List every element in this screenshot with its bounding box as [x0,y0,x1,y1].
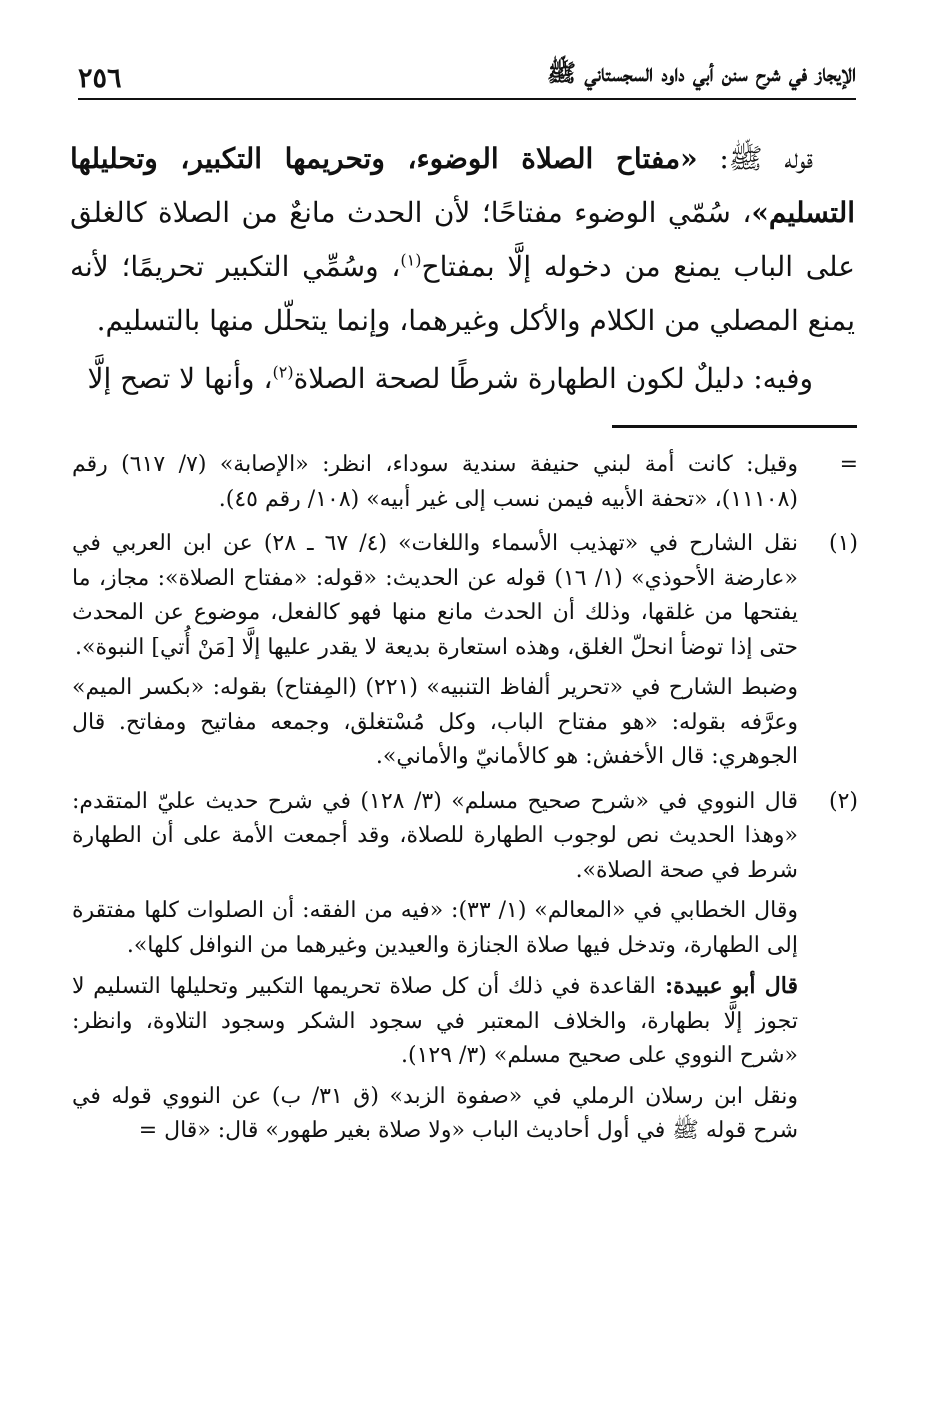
hadith-intro: قوله ﷺ: [697,142,813,175]
footnote-paragraph: وقيل: كانت أمة لبني حنيفة سندية سوداء، انظر: «الإصابة» (٧/ ٦١٧) رقم (١١١٠٨)، «تحفة الأبيه فيمن نسب إلى غير أبيه» (١٠٨/ رقم ٤٥). [72,452,798,512]
page-number: ٢٥٦ [78,63,122,94]
footnote-paragraph [72,969,798,1074]
editor-note: القاعدة في ذلك أن كل صلاة تحريمها التكبير وتحليلها التسليم لا تجوز إلَّا بطهارة، والخلاف المعتبر في سجود الشكر وسجود التلاوة، وانظر: «شرح النووي على صحيح مسلم» (٣/ ١٢٩). [72,974,798,1068]
footnote-paragraph: وضبط الشارح في «تحرير ألفاظ التنبيه» (٢٢١) (المِفتاح) بقوله: «بكسر الميم» وعرَّفه بقوله: «هو مفتاح الباب، وكل مُسْتغلق، وجمعه مفاتيح ومفاتح. قال الجوهري: قال الأخفش: هو كالأمانيّ والأماني». [72,675,798,769]
footnote-1 [72,527,858,781]
footnote-marker: = [839,452,858,477]
footnote-paragraph: ونقل ابن رسلان الرملي في «صفوة الزبد» (ق ٣١/ ب) عن النووي قوله في شرح قوله ﷺ في أول أحاديث الباب «ولا صلاة بغير طهور» قال: «قال = [72,1083,798,1143]
footnote-paragraph: قال النووي في «شرح صحيح مسلم» (٣/ ١٢٨) في شرح حديث عليّ المتقدم: «وهذا الحديث نص لوجوب الطهارة للصلاة، وقد أجمعت الأمة على أن الطهارة شرط في صحة الصلاة». [72,788,799,883]
commentary-text: ، سُمّي الوضوء مفتاحًا؛ لأن الحدث مانعٌ من الصلاة كالغلق على الباب يمنع من دخوله إلَّا بمفتاح [70,196,856,283]
editor-label: قال أبو عبيدة: [655,973,798,999]
footnotes [72,448,858,1159]
footnote-paragraph: وقال الخطابي في «المعالم» (١/ ٣٣): «فيه من الفقه: أن الصلوات كلها مفتقرة إلى الطهارة، وتدخل فيها صلاة الجنازة والعيدين وغيرهما من النوافل كلها». [72,898,799,958]
evidence-text-cont: ، وأنها لا تصح إلَّا [87,362,273,395]
evidence-text: وفيه: دليلٌ لكون الطهارة شرطًا لصحة الصلاة [293,362,813,395]
main-text [70,132,855,406]
running-title: الإيجاز في شرح سنن أبي داود السجستاني ﷺ [547,58,856,87]
main-paragraph-2 [70,352,855,406]
footnote-paragraph: نقل الشارح في «تهذيب الأسماء واللغات» (٤/ ٦٧ ـ ٢٨) عن ابن العربي في «عارضة الأحوذي» (١/ ١٦) قوله عن الحديث: «قوله: «مفتاح الصلاة»: مجاز، ما يفتحها من غلقها، وذلك أن الحدث مانع منها فهو كالفعل، موضوع عن المحدث حتى إذا توضأ انحلّ الغلق، وهذه استعارة بديعة لا يقدر عليها إلَّا [مَنْ أُتي] النبوة». [72,531,799,660]
footnote-continuation [72,448,858,523]
footnote-ref-1: (١) [400,250,422,270]
page-header [78,58,856,100]
main-paragraph-1 [70,132,855,348]
footnote-ref-2: (٢) [272,362,294,382]
commentary-text-cont: ، وسُمِّي التكبير تحريمًا؛ لأنه يمنع المصلي من الكلام والأكل وغيرهما، وإنما يتحلّل منها بالتسليم. [70,250,855,337]
footnote-marker: (١) [828,531,858,556]
footnote-marker: (٢) [828,788,858,814]
footnote-separator [612,425,857,428]
hadith-quote: «مفتاح الصلاة الوضوء، وتحريمها التكبير، وتحليلها التسليم» [70,142,855,229]
footnote-2 [72,785,858,1155]
